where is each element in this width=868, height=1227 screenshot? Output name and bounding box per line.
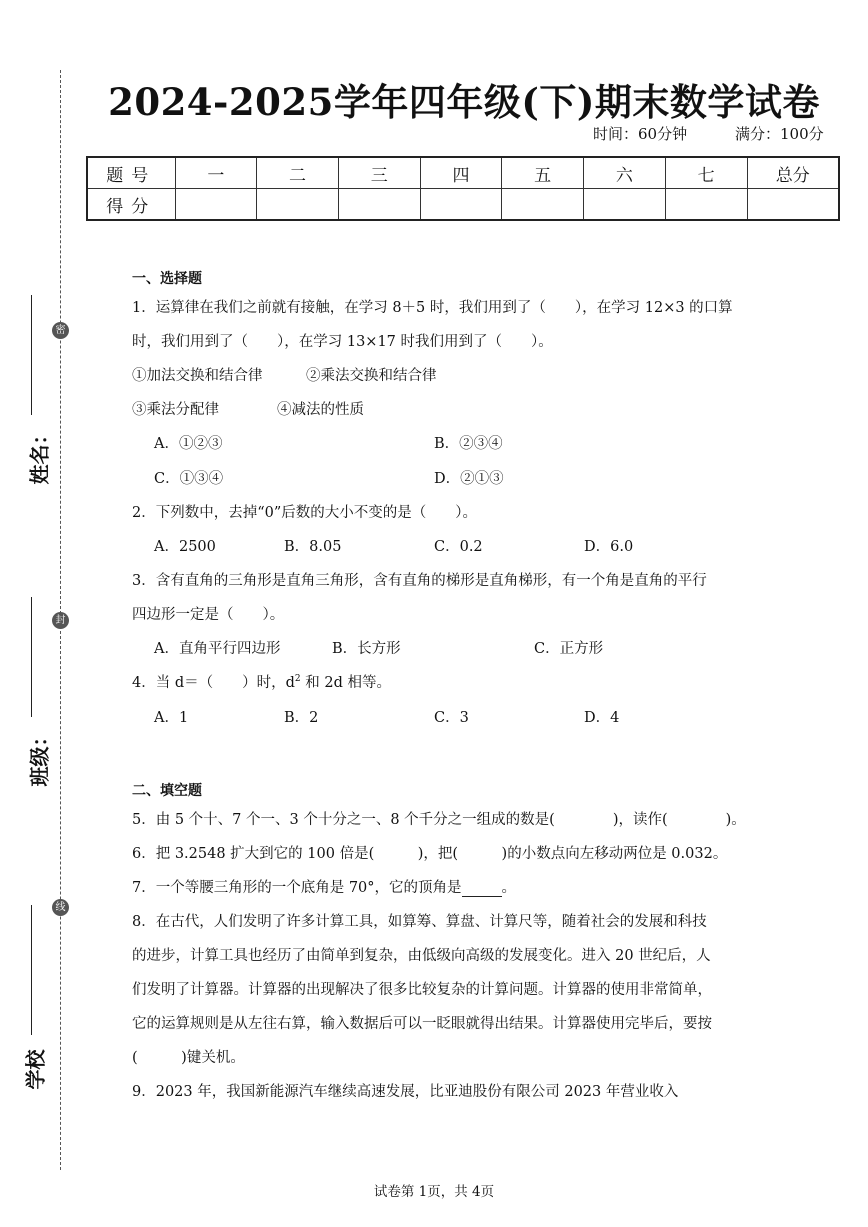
q3-choice-a[interactable]: A．直角平行四边形 [154, 641, 281, 657]
school-label: 学校 [23, 1049, 48, 1090]
q2-choice-c[interactable]: C．0.2 [434, 539, 483, 555]
q3-line1: 3．含有直角的三角形是直角三角形，含有直角的梯形是直角梯形，有一个角是直角的平行 [132, 573, 707, 589]
q4-choice-d[interactable]: D．4 [584, 710, 620, 726]
q4-choice-b[interactable]: B．2 [284, 710, 319, 726]
score-input-cell[interactable] [420, 189, 502, 221]
q2-stem: 2．下列数中，去掉“0”后数的大小不变的是（ ）。 [132, 505, 478, 521]
q1-choice-b[interactable]: B．②③④ [434, 436, 503, 452]
score-table-cell: 三 [338, 157, 420, 189]
score-input-cell[interactable] [338, 189, 420, 221]
score-input-cell[interactable] [257, 189, 339, 221]
exam-full-score: 满分：100分 [735, 125, 824, 143]
q8-line4: 它的运算规则是从左往右算，输入数据后可以一眨眼就得出结果。计算器使用完毕后，要按 [132, 1016, 712, 1032]
q5-stem: 5．由 5 个十、7 个一、3 个十分之一、8 个千分之一组成的数是( )，读作( )。 [132, 812, 746, 828]
q8-line3: 们发明了计算器。计算器的出现解决了很多比较复杂的计算问题。计算器的使用非常简单， [132, 982, 712, 998]
q3-choice-b[interactable]: B．长方形 [332, 641, 401, 657]
score-table-cell: 六 [584, 157, 666, 189]
q1-line2: 时，我们用到了（ ），在学习 13×17 时我们用到了（ ）。 [132, 334, 553, 350]
name-label: 姓名： [27, 424, 52, 485]
q2-choice-b[interactable]: B．8.05 [284, 539, 342, 555]
q1-choice-a[interactable]: A．①②③ [154, 436, 223, 452]
q7-stem [132, 876, 516, 897]
class-write-line [31, 597, 32, 717]
q4-stem [132, 671, 391, 692]
score-table-cell: 四 [420, 157, 502, 189]
q4-stem-text: 4．当 d＝（ ）时，d [132, 675, 295, 691]
score-table [86, 156, 840, 221]
q1-line1: 1．运算律在我们之前就有接触，在学习 8＋5 时，我们用到了（ ），在学习 12×3 的口算 [132, 300, 733, 316]
exam-title: 2024-2025学年四年级(下)期末数学试卷 [108, 80, 820, 124]
section-heading-choice: 一、选择题 [132, 271, 202, 287]
q4-choice-c[interactable]: C．3 [434, 710, 469, 726]
score-table-header-row [87, 157, 839, 189]
q4-stem-text-end: 和 2d 相等。 [300, 675, 391, 691]
class-label: 班级： [27, 726, 52, 787]
q1-options-line1: ①加法交换和结合律 ②乘法交换和结合律 [132, 368, 437, 384]
exam-time: 时间：60分钟 [593, 125, 688, 143]
score-table-cell: 二 [257, 157, 339, 189]
seal-mark-xian: 线 [52, 899, 69, 916]
score-input-cell[interactable] [502, 189, 584, 221]
q6-stem: 6．把 3.2548 扩大到它的 100 倍是( )，把( )的小数点向左移动两位是 0.032。 [132, 846, 728, 862]
score-table-cell: 七 [665, 157, 747, 189]
q4-choice-a[interactable]: A．1 [154, 710, 189, 726]
q4-exponent: 2 [294, 674, 301, 685]
score-table-cell: 题号 [87, 157, 175, 189]
section-heading-fill: 二、填空题 [132, 783, 202, 799]
q8-line1: 8．在古代，人们发明了许多计算工具，如算筹、算盘、计算尺等，随着社会的发展和科技 [132, 914, 707, 930]
score-table-cell: 五 [502, 157, 584, 189]
q8-line5: ( )键关机。 [132, 1050, 245, 1066]
score-input-cell[interactable] [175, 189, 257, 221]
q7-stem-text: 7．一个等腰三角形的一个底角是 70°，它的顶角是 [132, 880, 462, 896]
q8-line2: 的进步，计算工具也经历了由简单到复杂，由低级向高级的发展变化。进入 20 世纪后，人 [132, 948, 711, 964]
score-row-label: 得分 [87, 189, 175, 221]
name-write-line [31, 295, 32, 415]
seal-mark-feng: 封 [52, 612, 69, 629]
score-input-cell[interactable] [747, 189, 839, 221]
score-table-score-row [87, 189, 839, 221]
q2-choice-d[interactable]: D．6.0 [584, 539, 634, 555]
score-input-cell[interactable] [665, 189, 747, 221]
q3-line2: 四边形一定是（ ）。 [132, 607, 285, 623]
q1-choice-c[interactable]: C．①③④ [154, 471, 224, 487]
q3-choice-c[interactable]: C．正方形 [534, 641, 604, 657]
score-table-cell: 一 [175, 157, 257, 189]
score-table-cell: 总分 [747, 157, 839, 189]
school-write-line [31, 905, 32, 1035]
seal-mark-mi: 密 [52, 322, 69, 339]
q7-answer-blank[interactable] [462, 882, 502, 897]
q1-choice-d[interactable]: D．②①③ [434, 471, 504, 487]
q7-stem-end: 。 [501, 880, 517, 896]
page-footer: 试卷第 1页，共 4页 [373, 1184, 495, 1200]
q1-options-line2: ③乘法分配律 ④减法的性质 [132, 402, 364, 418]
q2-choice-a[interactable]: A．2500 [154, 539, 216, 555]
q9-stem: 9．2023 年，我国新能源汽车继续高速发展，比亚迪股份有限公司 2023 年营业收入 [132, 1084, 679, 1100]
score-input-cell[interactable] [584, 189, 666, 221]
